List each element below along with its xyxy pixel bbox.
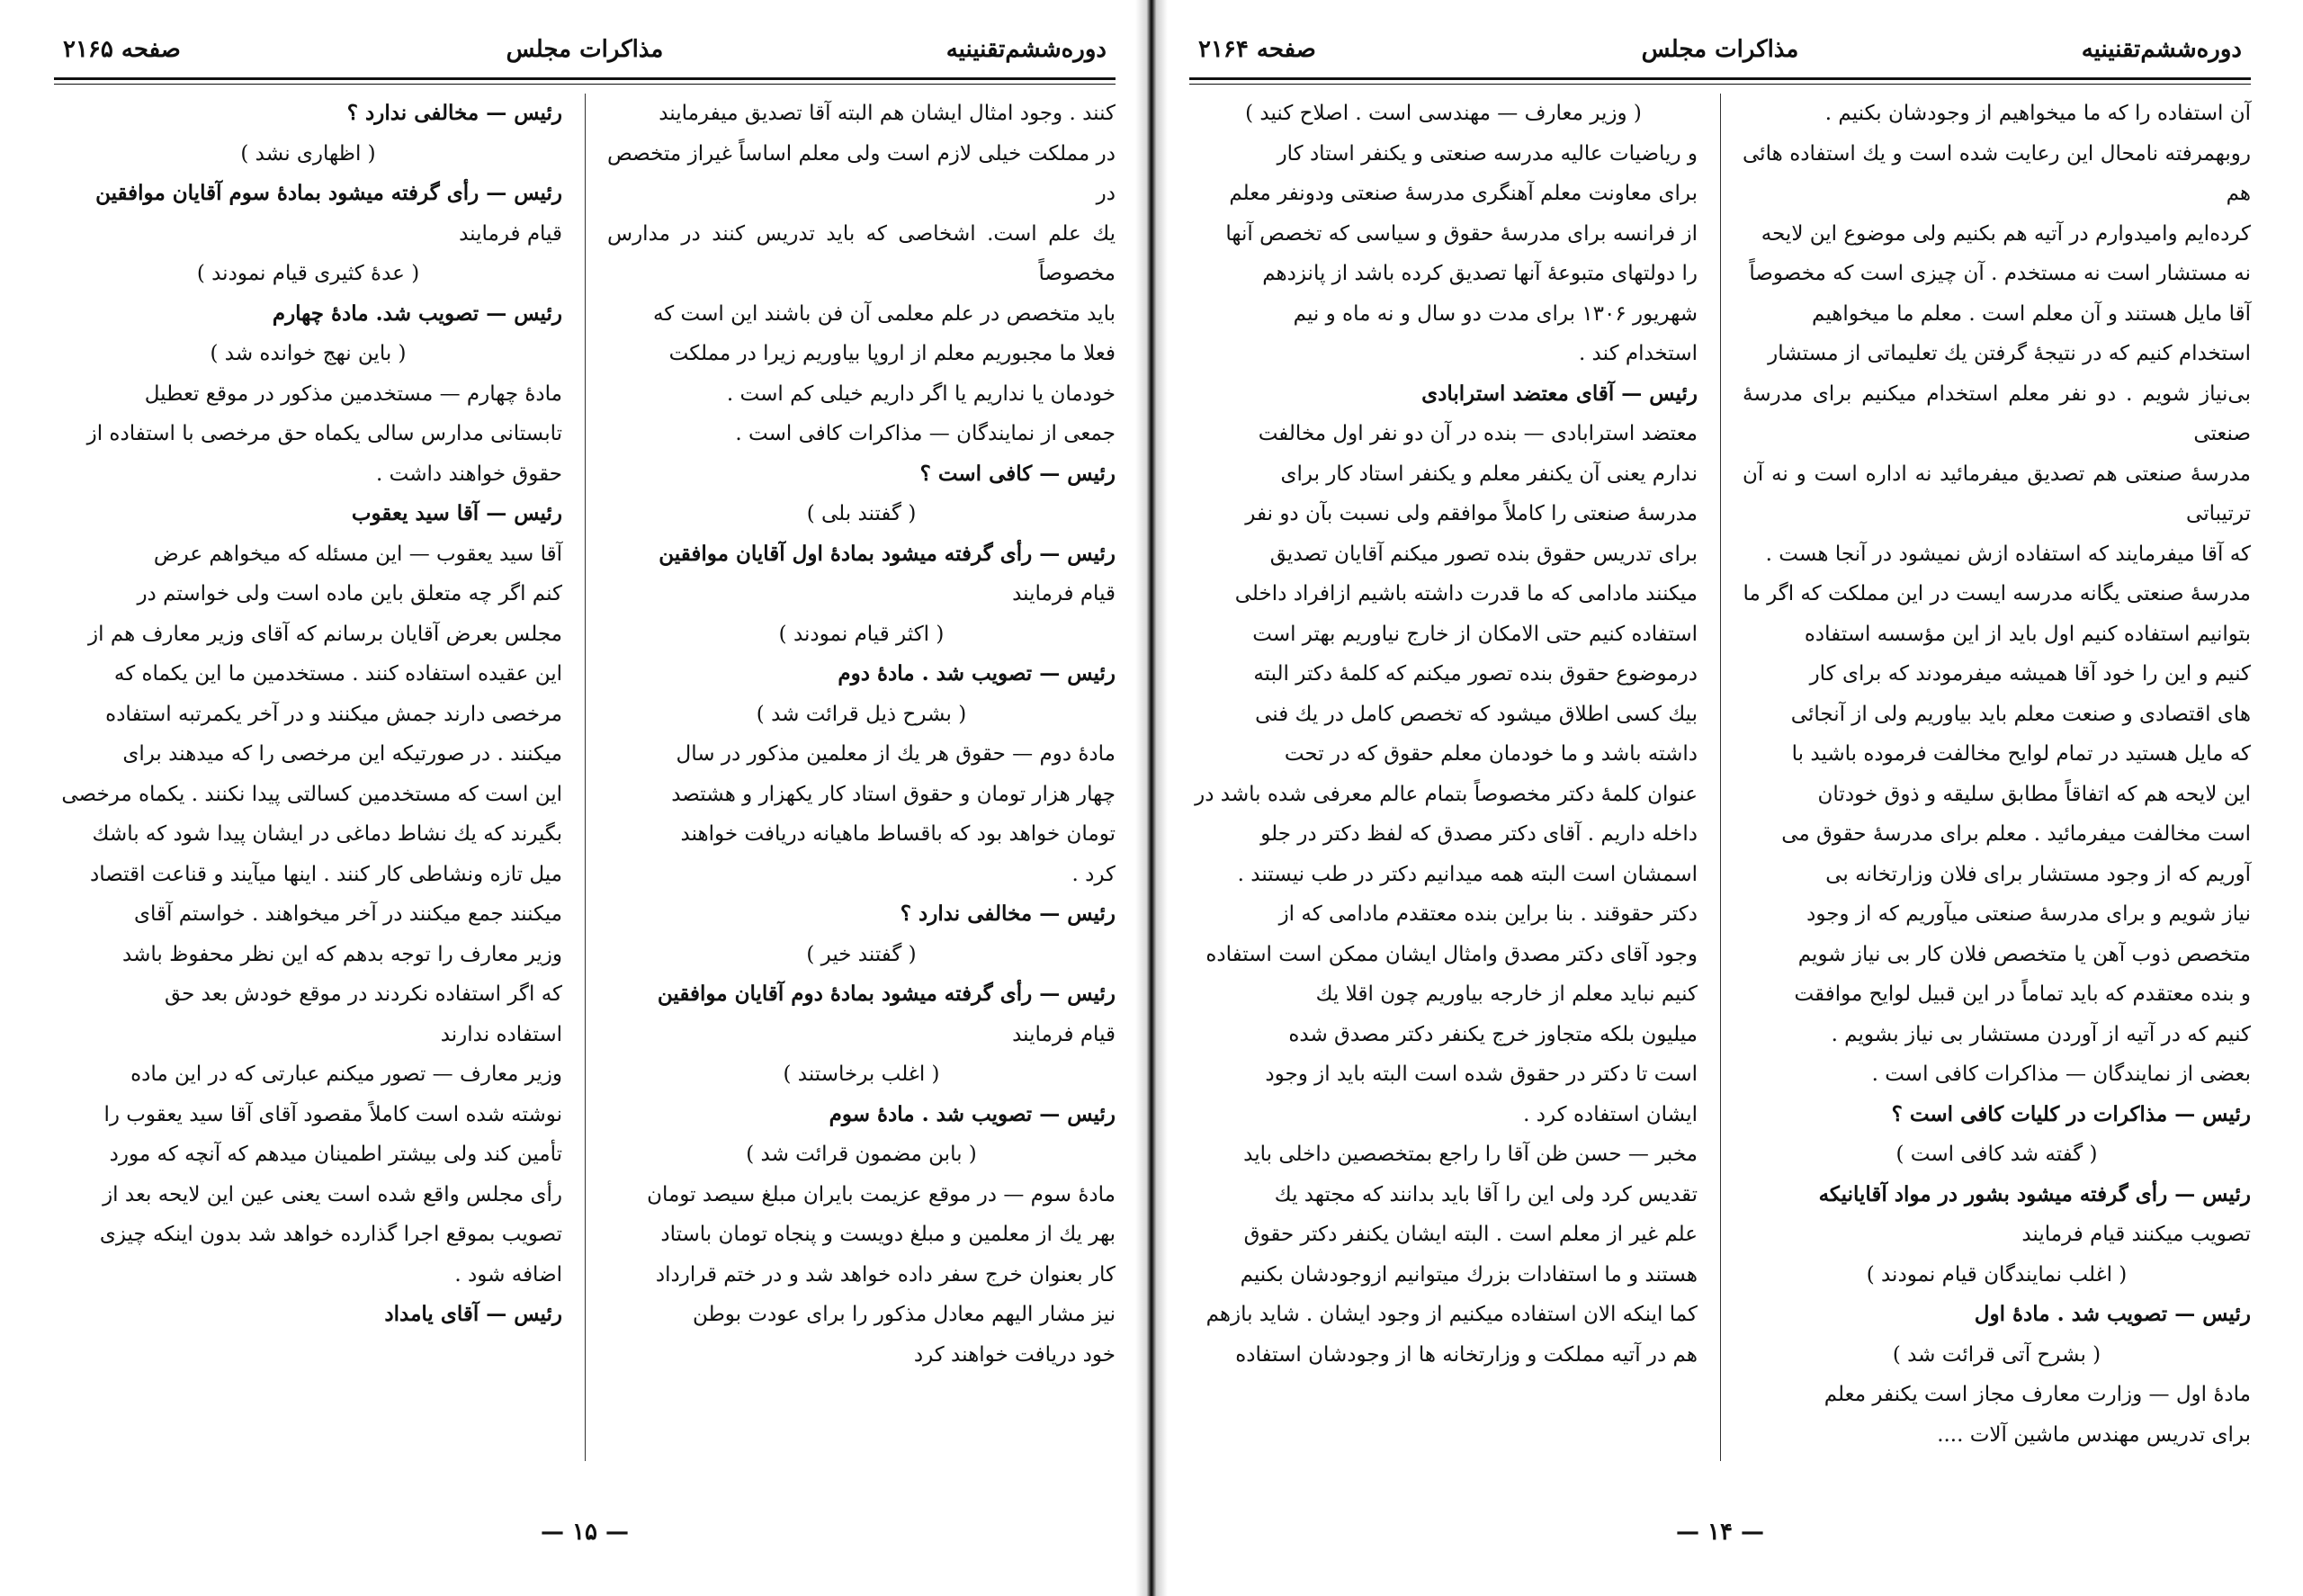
text-line: جمعی از نمایندگان — مذاکرات کافی است . (735, 422, 1116, 445)
text-line: ( گفته شد کافی است ) (1895, 1143, 2098, 1166)
text-line: برای تدریس مهندس ماشین آلات .... (1937, 1422, 2251, 1447)
session-label: دوره‌ششم‌تقنینیه (2081, 36, 2242, 63)
text-line: نیز مشار الیهم معادل مذکور را برای عودت بوطن (692, 1303, 1116, 1326)
text-line: بتوانیم استفاده کنیم اول باید از این مؤسسه استفاده (1804, 622, 2251, 646)
text-line: رئیس — آقای معتضد استرابادی (1421, 381, 1698, 406)
text-line: میلیون بلکه متجاوز خرج یکنفر دکتر مصدق شده (1288, 1022, 1698, 1046)
text-line: ندارم یعنی آن یکنفر معلم و یکنفر استاد کار برای (1280, 462, 1698, 486)
text-line: بگیرند که یك نشاط دماغی در ایشان پیدا شود که باشك (92, 822, 562, 846)
text-line: ایشان استفاده کرد . (1523, 1102, 1698, 1126)
text-line: آوریم که از وجود مستشار برای فلان وزارتخانه بی (1825, 862, 2251, 886)
page-number: صفحه ۲۱۶۵ (63, 36, 181, 63)
text-line: ( اغلب برخاستند ) (783, 1063, 940, 1086)
text-line: وزیر معارف را توجه بدهم که این نظر محفوظ باشد (122, 942, 562, 966)
text-line: رئیس — مخالفی ندارد ؟ (900, 901, 1116, 926)
text-line: میل تازه ونشاطی کار کنند . اینها میآیند و قناعت اقتصاد (89, 862, 562, 886)
text-line: مادهٔ دوم — حقوق هر یك از معلمین مذکور در سال (676, 742, 1116, 766)
text-line: کنیم نباید معلم از خارجه بیاوریم چون اقلا یك (1315, 982, 1698, 1006)
text-line: بی‌نیاز شویم . دو نفر معلم استخدام میکنیم برای مدرسهٔ صنعتی (1743, 381, 2251, 445)
text-line: ( بابن مضمون قرائت شد ) (746, 1143, 977, 1166)
text-line: نه مستشار است نه مستخدم . آن چیزی است که مخصوصاً (1749, 262, 2251, 285)
text-line: نوشته شده است کاملاً مقصود آقای آقا سید یعقوب را (103, 1102, 562, 1126)
text-line: است تا دکتر در حقوق شده است البته باید از وجود (1265, 1063, 1698, 1086)
text-line: این لایحه هم که اتفاقاً مطابق سلیقه و ذوق خودتان (1817, 782, 2251, 806)
text-column-right (1743, 94, 2251, 1455)
text-line: رئیس — تصویب شد . مادهٔ سوم (829, 1101, 1116, 1126)
text-line: تومان خواهد بود که باقساط ماهیانه دریافت خواهند (680, 822, 1116, 846)
text-line: استفاده ندارند (440, 1022, 562, 1046)
text-column-left (54, 94, 562, 1335)
text-line: هم در آتیه مملکت و وزارتخانه ها از وجودشان استفاده (1235, 1342, 1698, 1367)
text-line: میکنند جمع میکنند در آخر میخواهند . خواستم آقای (134, 902, 562, 926)
left-page (54, 0, 1116, 1596)
text-line: مدرسهٔ صنعتی یگانه مدرسه ایست در این مملکت که اگر ما (1743, 582, 2251, 605)
text-line: قیام فرمایند (1012, 582, 1116, 605)
text-line: مخبر — حسن ظن آقا را راجع بمتخصصین داخلی باید (1243, 1143, 1698, 1166)
text-line: مادهٔ سوم — در موقع عزیمت بایران مبلغ سیصد تومان (647, 1182, 1116, 1206)
text-line: چهار هزار تومان و حقوق استاد کار یکهزار و هشتصد (671, 782, 1116, 806)
text-line: ( گفتند بلی ) (806, 502, 917, 525)
text-line: های اقتصادی و صنعت معلم باید بیاوریم ولی از آنجائی (1790, 702, 2251, 726)
text-line: کنیم که در آتیه از آوردن مستشار بی نیاز بشویم . (1831, 1022, 2251, 1046)
text-line: رأی مجلس واقع شده است یعنی عین این لایحه بعد از (103, 1182, 562, 1206)
text-line: كنند . وجود امثال ایشان هم البته آقا تصدیق میفرمایند (659, 102, 1116, 125)
text-line: باید متخصص در علم معلمی آن فن باشند این است که (652, 301, 1116, 326)
text-line: ( بشرح ذیل قرائت شد ) (756, 702, 967, 726)
text-line: ( وزیر معارف — مهندسی است . اصلاح کنید ) (1245, 102, 1642, 125)
text-line: که مایل هستید در تمام لوایح مخالفت فرموده باشید با (1791, 742, 2251, 766)
text-line: قیام فرمایند (459, 221, 562, 246)
text-line: عنوان کلمهٔ دکتر مخصوصاً بتمام عالم معرفی شده باشد در (1195, 782, 1698, 806)
header-rule (1189, 77, 2251, 80)
text-line: برای معاونت معلم آهنگری مدرسهٔ صنعتی ودونفر معلم (1229, 182, 1698, 205)
text-line: این است که مستخدمین کسالتی پیدا نکنند . یکماه مرخصی (61, 782, 562, 806)
text-line: رئیس — رأی گرفته میشود بمادهٔ دوم آقایان موافقین (657, 982, 1116, 1006)
text-line: یك علم است. اشخاصی که باید تدریس کنند در مدارس مخصوصاً (607, 221, 1116, 285)
text-line: ( بشرح آتی قرائت شد ) (1892, 1342, 2101, 1367)
text-line: بعضی از نمایندگان — مذاکرات کافی است . (1871, 1063, 2251, 1086)
text-line: و ریاضیات عالیه مدرسه صنعتی و یکنفر استاد کار (1277, 141, 1698, 166)
header-rule-thin (54, 84, 1116, 85)
text-line: که آقا میفرمایند که استفاده ازش نمیشود در آنجا هست . (1765, 542, 2251, 566)
text-line: شهریور ۱۳۰۶ برای مدت دو سال و نه ماه و نیم (1293, 301, 1698, 326)
text-line: استخدام کند . (1578, 342, 1698, 365)
text-line: مجلس بعرض آقایان برسانم که آقای وزیر معارف هم از (88, 622, 562, 646)
text-line: کار بعنوان خرج سفر داده خواهد شد و در ختم قرارداد (655, 1262, 1116, 1287)
text-line: رئیس — تصویب شد . مادهٔ دوم (838, 661, 1116, 686)
page-header (54, 29, 1116, 74)
text-line: روبهمرفته نامحال این رعایت شده است و یك استفاده هائی هم (1743, 141, 2251, 205)
text-line: وجود آقای دکتر مصدق وامثال ایشان ممکن است استفاده (1205, 942, 1698, 966)
text-line: است مخالفت میفرمائید . معلم برای مدرسهٔ حقوق می (1781, 822, 2251, 846)
text-line: اسمشان است البته همه میدانیم دکتر در طب نیستند . (1237, 862, 1698, 886)
text-line: برای تدریس حقوق بنده تصور میکنم آقایان تصدیق (1269, 542, 1698, 566)
text-line: رئیس — تصویب شد. مادهٔ چهارم (272, 300, 562, 326)
text-line: آن استفاده را که ما میخواهیم از وجودشان بکنیم . (1824, 102, 2251, 125)
book-gutter (1135, 0, 1168, 1596)
text-line: مدرسهٔ صنعتی هم تصدیق میفرمائید نه اداره است و نه آن ترتیباتی (1743, 462, 2251, 525)
text-line: مادهٔ اول — وزارت معارف مجاز است یکنفر معلم (1824, 1383, 2251, 1406)
text-line: کما اینکه الان استفاده میکنیم از وجود ایشان . شاید بازهم (1205, 1303, 1698, 1326)
text-line: این عقیده استفاده کنند . مستخدمین ما این یکماه که (113, 662, 562, 686)
text-line: درموضوع حقوق بنده تصور میکنم که کلمهٔ دکتر البته (1253, 662, 1698, 686)
text-line: ( اغلب نمایندگان قیام نمودند ) (1866, 1262, 2128, 1287)
text-line: کنم اگر چه متعلق باین ماده است ولی خواستم در (137, 582, 562, 605)
text-line: تصویب بموقع اجرا گذارده خواهد شد بدون اینکه چیزی (99, 1223, 562, 1246)
text-column-left (1189, 94, 1698, 1375)
text-line: رئیس — تصویب شد . مادهٔ اول (1974, 1302, 2251, 1326)
session-label: دوره‌ششم‌تقنینیه (945, 36, 1107, 63)
text-line: دکتر حقوقند . بنا براین بنده معتقدم مادامی که از (1278, 902, 1698, 926)
page-header (1189, 29, 2251, 74)
text-line: مرخصی دارند جمش میکنند و در آخر یکمرتبه استفاده (105, 702, 562, 726)
text-line: که اگر استفاده نکردند در موقع خودش بعد حق (164, 982, 562, 1006)
page-footer: — ۱۴ — (1675, 1519, 1765, 1546)
text-line: مادهٔ چهارم — مستخدمین مذکور در موقع تعطیل (144, 381, 562, 406)
page-title: مذاكرات مجلس (506, 36, 664, 63)
right-page (1189, 0, 2251, 1596)
text-line: داشته باشد و ما خودمان معلم حقوق که در تحت (1284, 742, 1698, 766)
text-column-right (607, 94, 1116, 1375)
text-line: متخصص ذوب آهن یا متخصص فلان کار بی نیاز شویم (1797, 942, 2251, 966)
text-line: فعلا ما مجبوریم معلم از اروپا بیاوریم زیرا در مملکت (668, 342, 1116, 365)
text-line: حقوق خواهند داشت . (376, 462, 562, 486)
page-footer: — ۱۵ — (540, 1519, 630, 1546)
text-line: تصویب میکنند قیام فرمایند (2021, 1223, 2251, 1246)
text-line: بیك کسی اطلاق میشود که تخصص کامل در یك فنی (1255, 702, 1698, 726)
column-divider (585, 94, 586, 1461)
text-line: مدرسهٔ صنعتی را کاملاً موافقم ولی نسبت بآن دو نفر (1245, 502, 1698, 525)
text-line: ( گفتند خیر ) (806, 942, 917, 966)
text-line: معتضد استرابادی — بنده در آن دو نفر اول مخالفت (1258, 422, 1698, 445)
text-line: علم غیر از معلم است . البته ایشان یکنفر دکتر حقوق (1243, 1223, 1698, 1246)
text-line: رئیس — کافی است ؟ (919, 461, 1116, 486)
text-line: رئیس — رأی گرفته میشود بمادهٔ سوم آقایان موافقین (95, 181, 562, 205)
text-line: ( باین نهج خوانده شد ) (210, 342, 407, 365)
text-line: کنیم و این را خود آقا همیشه میفرمودند که برای کار (1809, 662, 2251, 686)
text-line: تأمین کند ولی بیشتر اطمینان میدهم که آنچه که مورد (109, 1143, 562, 1166)
text-line: رئیس — آقای یامداد (384, 1302, 562, 1326)
text-line: وزیر معارف — تصور میکنم عبارتی که در این ماده (130, 1063, 562, 1086)
text-line: از فرانسه برای مدرسهٔ حقوق و سیاسی که تخصص آنها (1225, 221, 1698, 246)
page-title: مذاكرات مجلس (1641, 36, 1799, 63)
text-line: خود دریافت خواهند کرد (913, 1342, 1116, 1367)
text-line: اضافه شود . (454, 1262, 562, 1287)
text-line: خودمان یا نداریم یا اگر داریم خیلی کم است . (726, 381, 1116, 406)
text-line: استخدام کنیم که در نتیجهٔ گرفتن یك تعلیماتی از مستشار (1768, 342, 2251, 365)
text-line: رئیس — آقا سید یعقوب (351, 501, 562, 525)
header-rule (54, 77, 1116, 80)
text-line: بهر یك از معلمین و مبلغ دویست و پنجاه تومان باستاد (660, 1223, 1116, 1246)
column-divider (1720, 94, 1721, 1461)
text-line: رئیس — رأی گرفته میشود بشور در مواد آقایانیکه (1818, 1181, 2251, 1206)
text-line: ( عدهٔ کثیری قیام نمودند ) (196, 262, 420, 285)
text-line: تقدیس کرد ولی این را آقا باید بدانند که مجتهد یك (1274, 1182, 1698, 1206)
text-line: را دولتهای متبوعهٔ آنها تصدیق کرده باشد از پانزدهم (1262, 262, 1698, 285)
text-line: آقا مایل هستند و آن معلم است . معلم ما میخواهیم (1812, 301, 2251, 326)
text-line: در مملکت خیلی لازم است ولی معلم اساساً غیراز متخصص در (607, 141, 1116, 205)
text-line: هستند و ما استفادات بزرك میتوانیم ازوجودشان بکنیم (1240, 1262, 1698, 1287)
text-line: ( اظهاری نشد ) (240, 141, 376, 166)
text-line: استفاده کنیم حتی الامکان از خارج نیاوریم بهتر است (1252, 622, 1698, 646)
page-number: صفحه ۲۱۶۴ (1198, 36, 1316, 63)
text-line: رئیس — رأی گرفته میشود بمادهٔ اول آقایان موافقین (659, 541, 1116, 566)
text-line: آقا سید یعقوب — این مسئله که میخواهم عرض (153, 542, 562, 566)
text-line: داخله داریم . آقای دکتر مصدق که لفظ دکتر در جلو (1260, 822, 1698, 846)
text-line: کرده‌ایم وامیدوارم در آتیه هم بکنیم ولی موضوع این لایحه (1761, 221, 2251, 246)
text-line: نیاز شویم و برای مدرسهٔ صنعتی میآوریم که از وجود (1806, 902, 2251, 926)
text-line: رئیس — مخالفی ندارد ؟ (346, 101, 562, 125)
text-line: میکنند . در صورتیکه این مرخصی را که میدهند برای (122, 742, 562, 766)
text-line: قیام فرمایند (1012, 1022, 1116, 1046)
text-line: تابستانی مدارس سالی یکماه حق مرخصی با استفاده از (86, 422, 562, 445)
text-line: کرد . (1071, 862, 1116, 886)
text-line: ( اکثر قیام نمودند ) (778, 622, 945, 646)
header-rule-thin (1189, 84, 2251, 85)
text-line: رئیس — مذاکرات در کلیات کافی است ؟ (1891, 1101, 2251, 1126)
text-line: میکنند مادامی که ما قدرت داشته باشیم ازافراد داخلی (1234, 582, 1698, 605)
text-line: و بنده معتقدم که باید تماماً در این قبیل لوایح موافقت (1794, 982, 2251, 1006)
